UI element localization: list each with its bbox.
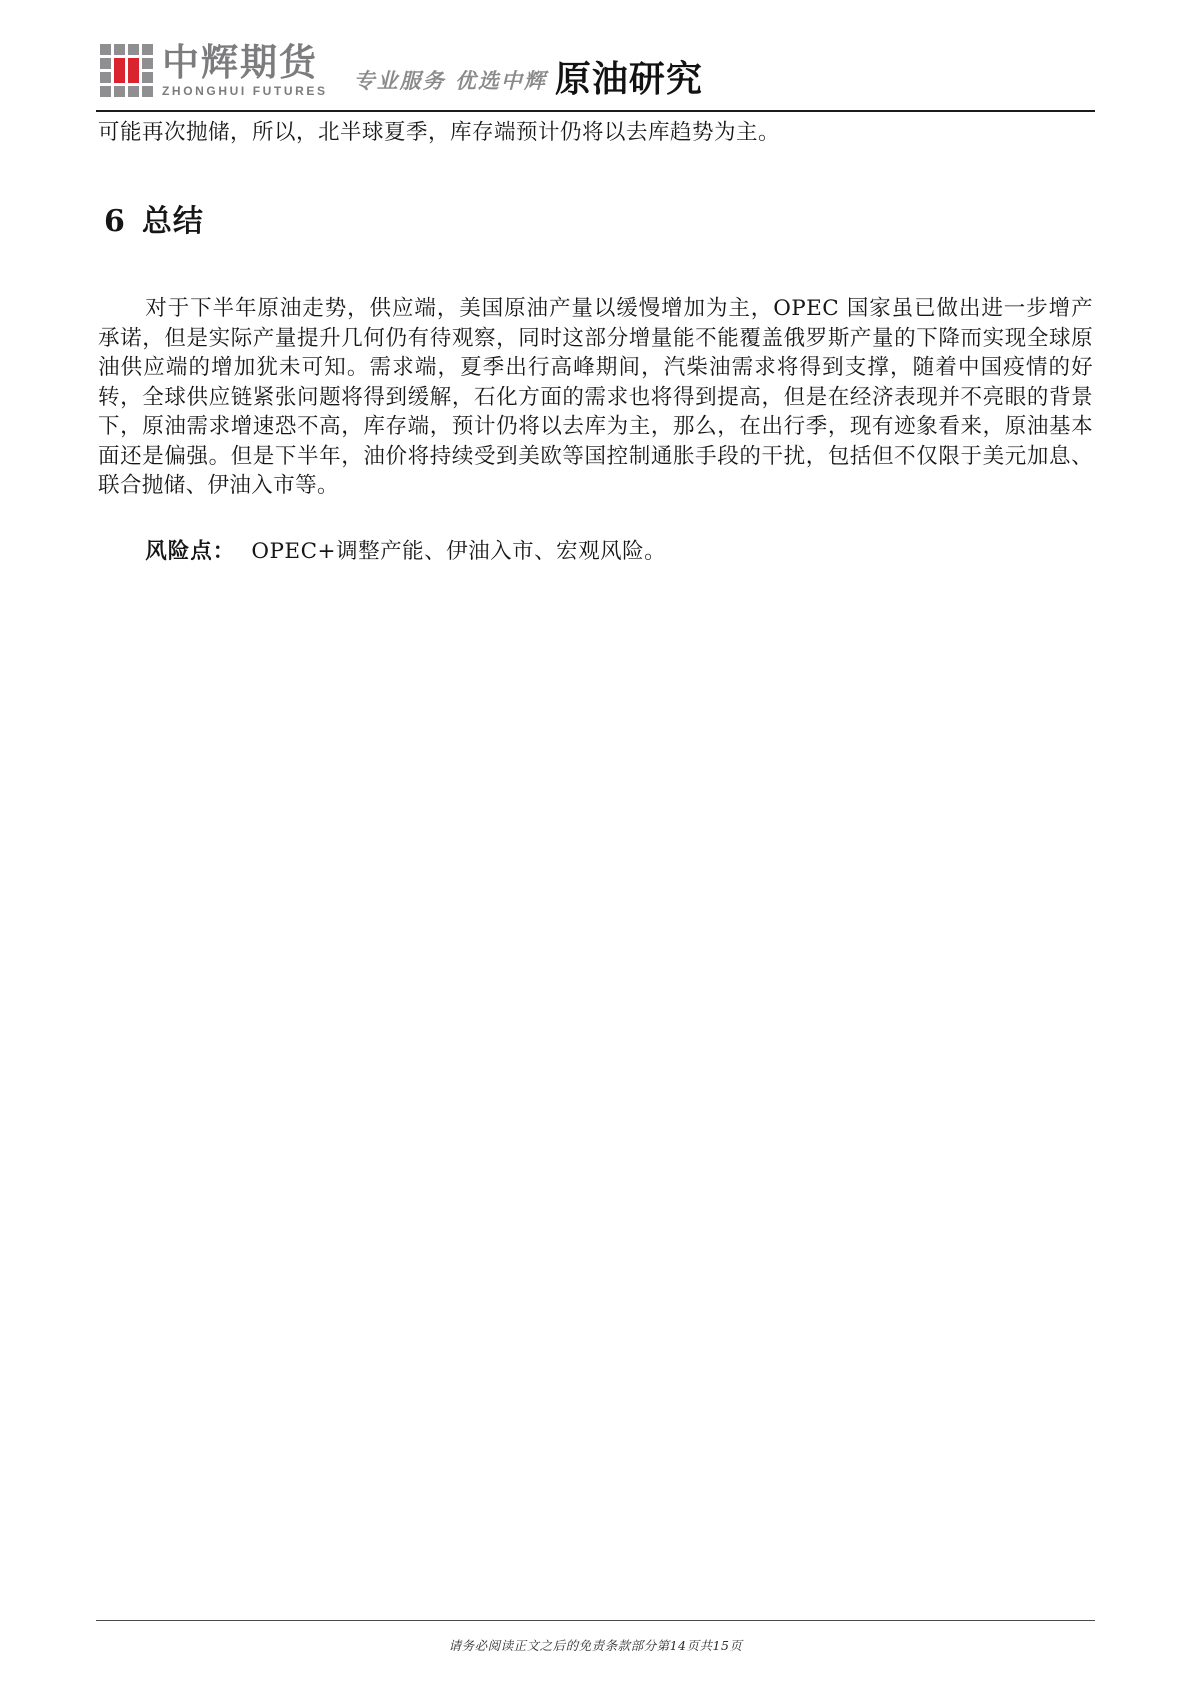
logo-square: [114, 44, 125, 55]
page-number-info: 第14页共15页: [656, 1638, 743, 1653]
brand-names: [162, 44, 328, 97]
logo-square: [100, 58, 111, 69]
logo-square: [142, 86, 153, 97]
company-name-en: ZHONGHUI FUTURES: [162, 84, 328, 98]
logo-square: [128, 86, 139, 97]
section-number: 6: [104, 204, 126, 239]
logo-square: [100, 86, 111, 97]
logo-square: [100, 72, 111, 83]
logo-square: [142, 72, 153, 83]
risk-line: [98, 537, 1093, 566]
company-tagline: 专业服务 优选中辉: [353, 68, 547, 93]
logo-square: [142, 58, 153, 69]
section-title: 总结: [141, 204, 204, 239]
logo-square: [128, 44, 139, 55]
section-heading: [104, 196, 1093, 240]
page-header: [0, 0, 1190, 100]
report-title: 原油研究: [554, 58, 703, 100]
disclaimer-text: 请务必阅读正文之后的免责条款部分: [448, 1638, 657, 1653]
logo-square: [142, 44, 153, 55]
footer-disclaimer: [96, 1636, 1095, 1654]
logo-red-bar: [114, 58, 125, 83]
summary-paragraph: 对于下半年原油走势，供应端，美国原油产量以缓慢增加为主，OPEC 国家虽已做出进一步增产承诺，但是实际产量提升几何仍有待观察，同时这部分增量能不能覆盖俄罗斯产量的下降而实现全球原油供应端的增加犹未可知。需求端，夏季出行高峰期间，汽柴油需求将得到支撑，随着中国疫情的好转，全球供应链紧张问题将得到缓解，石化方面的需求也将得到提高，但是在经济表现并不亮眼的背景下，原油需求增速恐不高，库存端，预计仍将以去库为主，那么，在出行季，现有迹象看来，原油基本面还是偏强。但是下半年，油价将持续受到美欧等国控制通胀手段的干扰，包括但不仅限于美元加息、联合抛储、伊油入市等。: [98, 296, 1093, 498]
header-divider: [96, 110, 1095, 112]
intro-paragraph: 可能再次抛储，所以，北半球夏季，库存端预计仍将以去库趋势为主。: [98, 120, 781, 145]
risk-text: OPEC+调整产能、伊油入市、宏观风险。: [251, 538, 667, 564]
company-logo-icon: [100, 44, 153, 97]
logo-square: [100, 44, 111, 55]
logo-square: [114, 86, 125, 97]
risk-label: 风险点：: [145, 538, 236, 564]
logo-red-bar: [128, 58, 139, 83]
company-name-cn: 中辉期货: [162, 42, 318, 83]
page-footer: [96, 1620, 1095, 1654]
